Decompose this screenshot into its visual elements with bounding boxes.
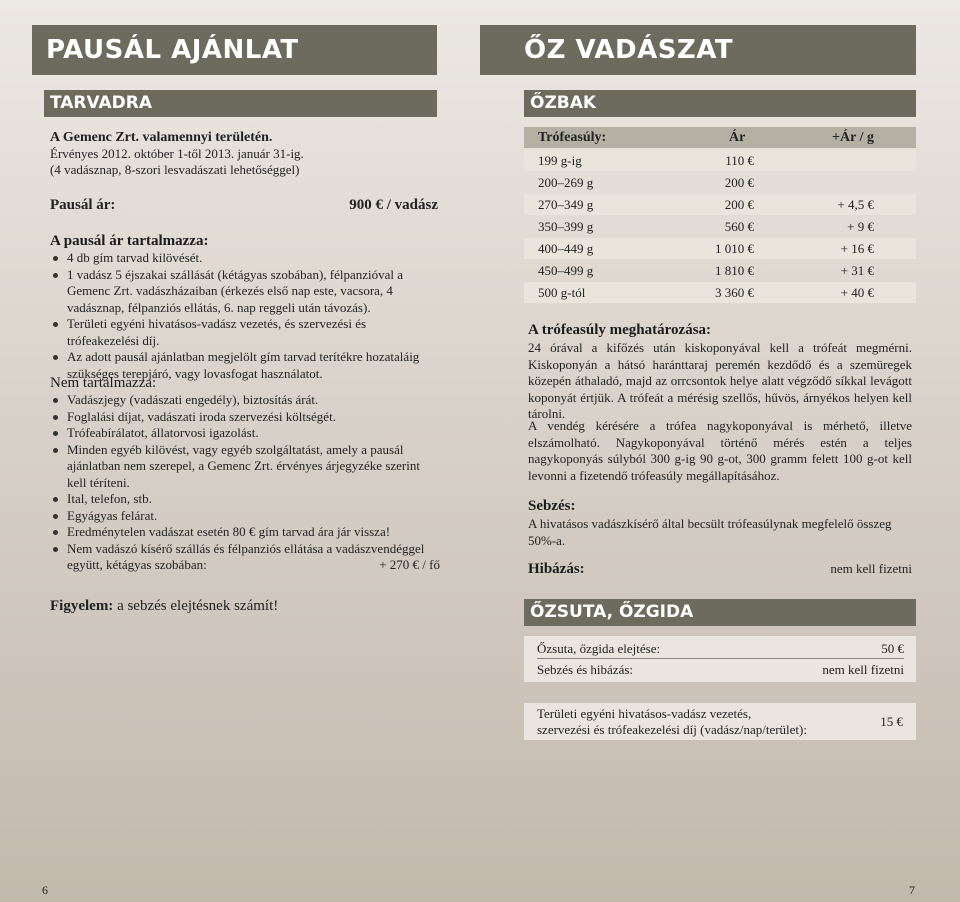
includes-heading: A pausál ár tartalmazza:: [50, 233, 209, 249]
miss-heading: Hibázás:: [528, 561, 585, 577]
table-row: [524, 238, 916, 259]
page-title: PAUSÁL AJÁNLAT: [32, 25, 437, 75]
warning-label: Figyelem:: [50, 598, 114, 614]
table-row: [524, 216, 916, 237]
companion-text: Nem vadászó kísérő szállás és félpanziós ellátása a vadászvendéggel együtt, kétágyas szobában:: [67, 540, 425, 572]
intro-line-2: Érvényes 2012. október 1-től 2013. január 31-ig.: [50, 146, 304, 161]
intro-line-1: A Gemenc Zrt. valamennyi területén.: [50, 130, 273, 145]
col-header-extra: +Ár / g: [832, 129, 874, 145]
excludes-heading: Nem tartalmazza:: [50, 375, 157, 391]
table-row: [524, 282, 916, 303]
section-heading-ozbak: ŐZBAK: [524, 90, 916, 117]
determination-paragraph-2: A vendég kérésére a trófea nagykoponyával is mérhető, illetve elszámolható. Nagykoponyával történő mérés estén a teljes nagykoponyás súlyból 300 g-ig 90 g-ot, 300 gramm felett 100 g-ot kell levonni a fizetendő trófeasúly megállapításához.: [528, 418, 912, 483]
list-item: 1 vadász 5 éjszakai szállását (kétágyas szobában), félpanzióval a Gemenc Zrt. vadászházaiban (érkezés első nap este, vacsora, 4 vadásznap, félpanziós ellátás, 6. nap reggeli után távozás).: [50, 267, 440, 317]
price-label: Pausál ár:: [50, 197, 116, 213]
table-row: [524, 260, 916, 281]
cell-extra: + 31 €: [840, 262, 874, 278]
page-number: 6: [42, 883, 48, 897]
cell-extra: + 16 €: [840, 240, 874, 256]
intro-line-3: (4 vadásznap, 8-szori lesvadászati lehetőséggel): [50, 162, 300, 177]
list-item: Területi egyéni hivatásos-vadász vezetés, és szervezési és trófeakezelési díj.: [50, 316, 440, 349]
section-heading-ozsuta: ŐZSUTA, ŐZGIDA: [524, 599, 916, 626]
table-row: [537, 639, 904, 659]
cell-extra: + 9 €: [847, 218, 874, 234]
cell-price: 560 €: [724, 218, 754, 234]
price-line: [50, 196, 438, 214]
doe-price-box: [524, 636, 916, 682]
wound-heading: Sebzés:: [528, 498, 576, 514]
cell-price: 3 360 €: [715, 284, 754, 300]
doe-value: 50 €: [881, 640, 904, 656]
table-row: [537, 660, 904, 679]
col-header-weight: Trófeasúly:: [538, 129, 607, 145]
doe-label: Sebzés és hibázás:: [537, 661, 634, 677]
cell-price: 1 010 €: [715, 240, 754, 256]
miss-value: nem kell fizetni: [830, 561, 912, 576]
col-header-price: Ár: [729, 129, 746, 145]
cell-price: 200 €: [724, 196, 754, 212]
doe-value: nem kell fizetni: [822, 661, 904, 677]
list-item: Trófeabírálatot, állatorvosi igazolást.: [50, 425, 440, 442]
warning-note: [50, 597, 278, 615]
cell-weight: 200–269 g: [538, 174, 594, 190]
cell-price: 1 810 €: [715, 262, 754, 278]
guide-fee-price: 15 €: [880, 714, 903, 729]
table-row: [524, 150, 916, 171]
excludes-list: [50, 392, 440, 574]
determination-heading: A trófeasúly meghatározása:: [528, 322, 712, 338]
guide-fee-text: [537, 706, 837, 738]
includes-list: [50, 250, 440, 382]
doe-label: Őzsuta, őzgida elejtése:: [537, 640, 661, 656]
cell-weight: 270–349 g: [538, 196, 594, 212]
list-item: Foglalási díjat, vadászati iroda szervezési költségét.: [50, 409, 440, 426]
cell-weight: 500 g-tól: [538, 284, 586, 300]
list-item: 4 db gím tarvad kilövését.: [50, 250, 440, 267]
list-item: Vadászjegy (vadászati engedély), biztosítás árát.: [50, 392, 440, 409]
table-row: [524, 194, 916, 215]
cell-price: 200 €: [724, 174, 754, 190]
section-heading-tarvadra: TARVADRA: [44, 90, 437, 117]
cell-weight: 450–499 g: [538, 262, 594, 278]
list-item: Egyágyas felárat.: [50, 508, 440, 525]
page-title: ŐZ VADÁSZAT: [480, 25, 916, 75]
list-item: Eredménytelen vadászat esetén 80 € gím tarvad ára jár vissza!: [50, 524, 440, 541]
cell-extra: + 40 €: [840, 284, 874, 300]
list-item: Ital, telefon, stb.: [50, 491, 440, 508]
table-row: [524, 172, 916, 193]
page-number: 7: [909, 883, 915, 897]
companion-price: + 270 € / fő: [379, 557, 440, 572]
miss-line: [528, 561, 912, 577]
guide-fee-box: [524, 703, 916, 740]
guide-fee-line-2: szervezési és trófeakezelési díj (vadász/nap/terület):: [537, 722, 807, 737]
table-header-row: [524, 127, 916, 148]
list-item: Az adott pausál ajánlatban megjelölt gím tarvad terítékre hozataláig szükséges terepjáró, vagy lovasfogat használatot.: [50, 349, 440, 382]
intro-block: [50, 130, 440, 178]
cell-weight: 350–399 g: [538, 218, 594, 234]
wound-text: A hivatásos vadászkísérő által becsült trófeasúlynak megfelelő összeg 50%-a.: [528, 516, 892, 548]
guide-fee-line-1: Területi egyéni hivatásos-vadász vezetés,: [537, 706, 752, 721]
cell-price: 110 €: [725, 152, 754, 168]
warning-text: a sebzés elejtésnek számít!: [113, 598, 279, 614]
determination-paragraph-1: 24 órával a kifőzés után kiskoponyával kell a trófeát megmérni. Kiskoponyán a hátsó haránttaraj peremén kezdődő és a szemüregek közepén áthaladó, majd az orrcsontok helye alatt végződő síkkal levágott koponyát értjük. A trófeát a mérésig szellős, hűvös, árnyékos helyen kell tárolni.: [528, 340, 912, 421]
price-value: 900 € / vadász: [349, 197, 438, 213]
list-item: [50, 541, 440, 574]
cell-weight: 400–449 g: [538, 240, 594, 256]
cell-weight: 199 g-ig: [538, 152, 582, 168]
list-item: Minden egyéb kilövést, vagy egyéb szolgáltatást, amely a pausál ajánlatban nem szerepel, a Gemenc Zrt. érvényes árjegyzéke szerint kell téríteni.: [50, 442, 440, 492]
cell-extra: + 4,5 €: [837, 196, 874, 212]
